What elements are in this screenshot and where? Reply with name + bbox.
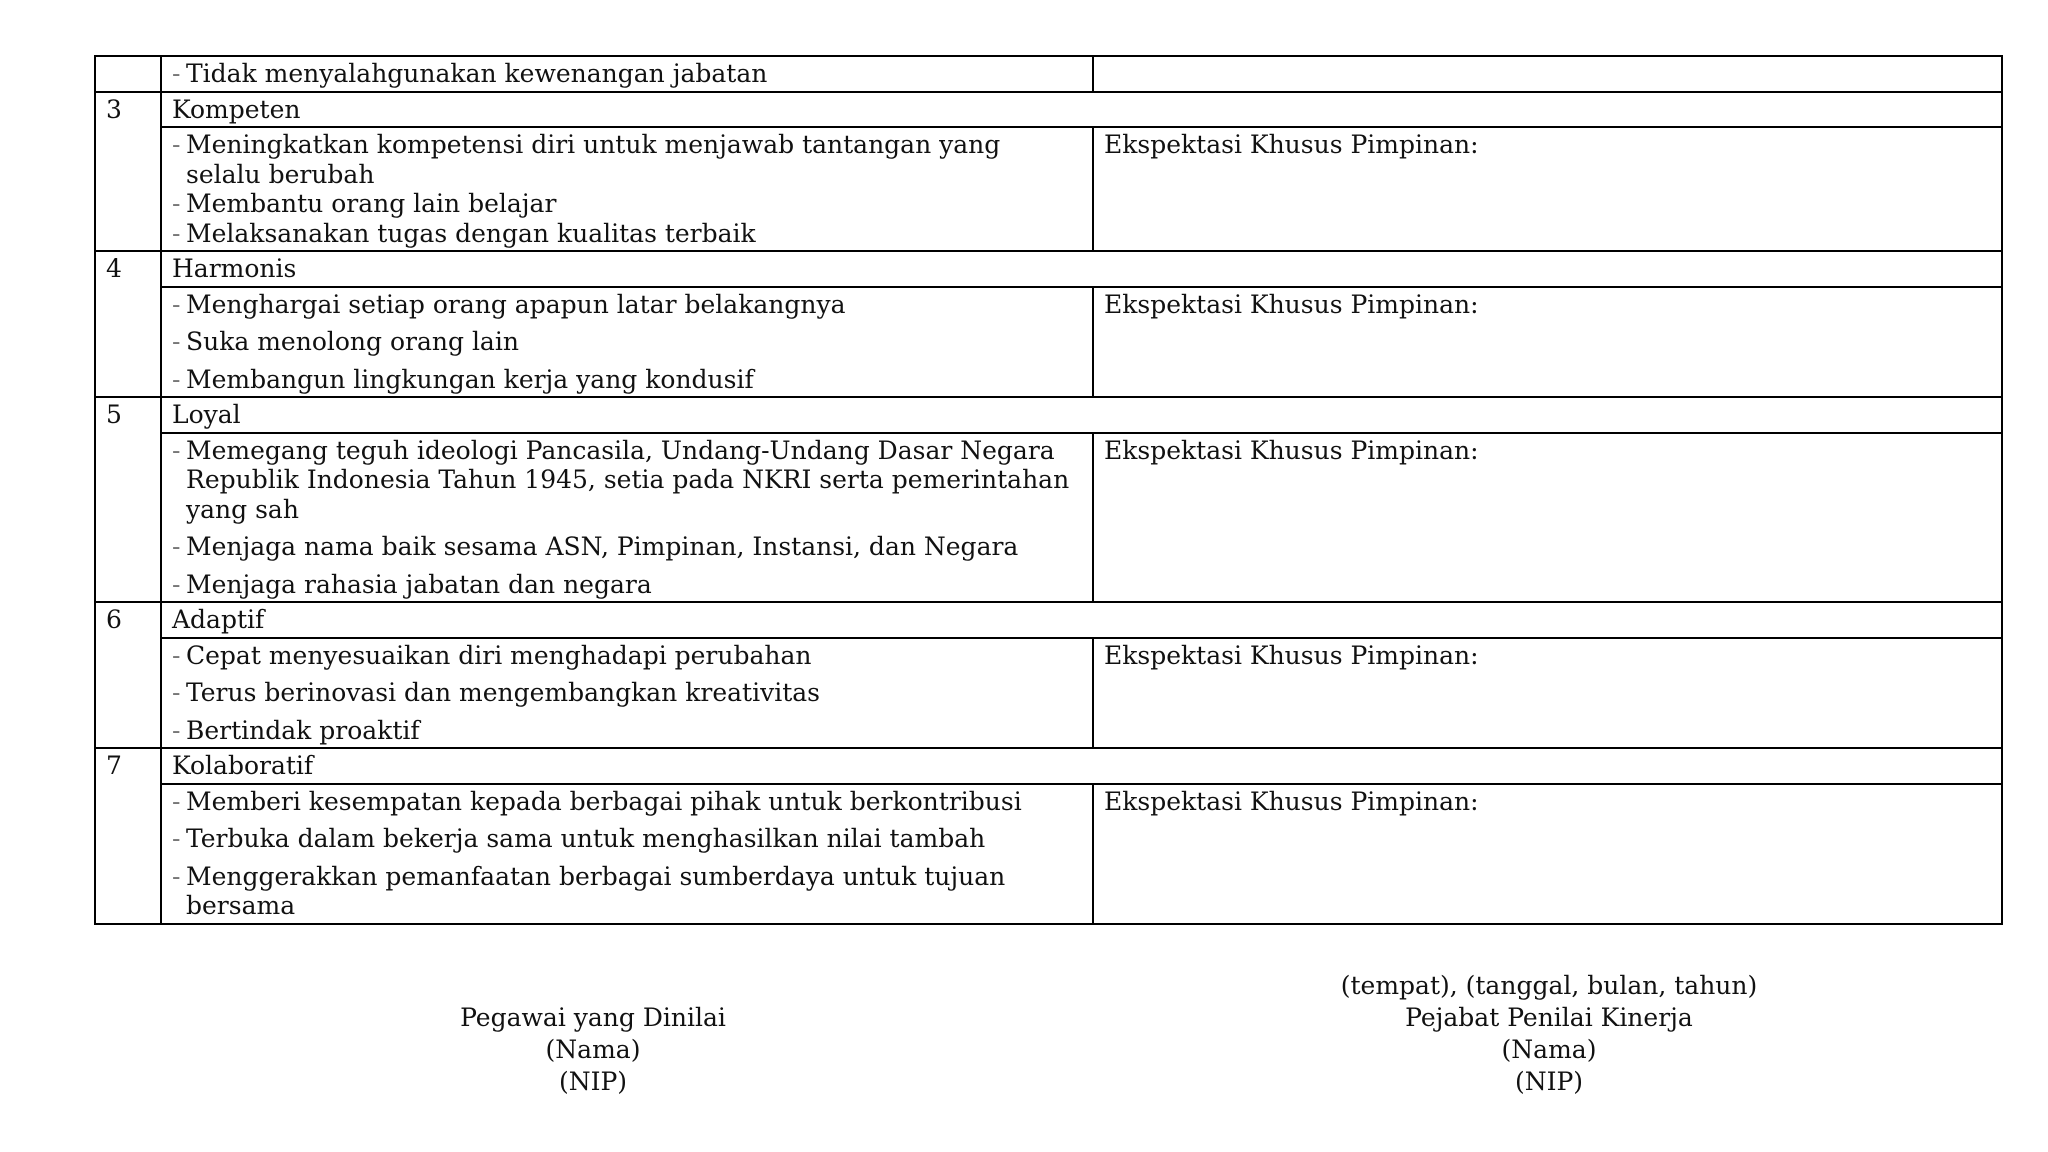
table-row: [95, 638, 2002, 749]
behavior-cell: [161, 433, 1093, 603]
row-number: 3: [95, 92, 161, 252]
list-item: [172, 787, 1082, 817]
behavior-text: Cepat menyesuaikan diri menghadapi perubahan: [186, 640, 812, 670]
behavior-list: [172, 130, 1082, 248]
behavior-text: Meningkatkan kompetensi diri untuk menjawab tantangan yang selalu berubah: [186, 130, 1001, 189]
category-title: Loyal: [161, 397, 2002, 433]
row-number: [95, 56, 161, 92]
behavior-cell: [161, 784, 1093, 924]
employee-signature-block: [393, 1002, 793, 1098]
behavior-list: [172, 59, 1082, 89]
signer-role: Pejabat Penilai Kinerja: [1405, 1003, 1693, 1032]
behavior-text: Memberi kesempatan kepada berbagai pihak untuk berkontribusi: [186, 786, 1022, 816]
dash-bullet-icon: -: [172, 189, 181, 218]
dash-bullet-icon: -: [172, 861, 181, 891]
list-item: [172, 641, 1082, 671]
list-item: [172, 862, 1082, 921]
signer-nip: (NIP): [1514, 1067, 1584, 1096]
behavior-text: Terbuka dalam bekerja sama untuk menghasilkan nilai tambah: [186, 824, 986, 853]
table-row: [95, 433, 2002, 603]
behavior-list: [172, 290, 1082, 395]
signer-nip: (NIP): [558, 1067, 628, 1096]
behavior-text: Bertindak proaktif: [186, 715, 420, 745]
list-item: [172, 189, 1082, 219]
list-item: [172, 532, 1082, 562]
dash-bullet-icon: -: [172, 678, 181, 707]
dash-bullet-icon: -: [172, 715, 181, 745]
signer-name: (Nama): [545, 1035, 641, 1064]
list-item: [172, 436, 1082, 525]
category-row: [95, 748, 2002, 784]
expectation-cell: Ekspektasi Khusus Pimpinan:: [1093, 287, 2002, 398]
table-row: [95, 784, 2002, 924]
category-row: [95, 92, 2002, 128]
dash-bullet-icon: -: [172, 218, 181, 248]
assessor-signature-block: [1299, 970, 1799, 1098]
list-item: [172, 130, 1082, 189]
list-item: [172, 219, 1082, 249]
behavior-text: Menjaga nama baik sesama ASN, Pimpinan, Instansi, dan Negara: [186, 532, 1019, 561]
expectation-cell: Ekspektasi Khusus Pimpinan:: [1093, 638, 2002, 749]
behavior-list: [172, 641, 1082, 746]
signer-role: Pegawai yang Dinilai: [460, 1003, 726, 1032]
dash-bullet-icon: -: [172, 786, 181, 816]
dash-bullet-icon: -: [172, 59, 181, 88]
expectation-cell: Ekspektasi Khusus Pimpinan:: [1093, 784, 2002, 924]
category-title: Adaptif: [161, 602, 2002, 638]
category-title: Kolaboratif: [161, 748, 2002, 784]
expectation-cell: Ekspektasi Khusus Pimpinan:: [1093, 127, 2002, 251]
signer-name: (Nama): [1501, 1035, 1597, 1064]
row-number: 6: [95, 602, 161, 748]
dash-bullet-icon: -: [172, 532, 181, 561]
list-item: [172, 59, 1082, 89]
list-item: [172, 716, 1082, 746]
list-item: [172, 327, 1082, 357]
list-item: [172, 290, 1082, 320]
behavior-cell: [161, 127, 1093, 251]
dash-bullet-icon: -: [172, 824, 181, 853]
behavior-text: Menggerakkan pemanfaatan berbagai sumberdaya untuk tujuan bersama: [186, 861, 1006, 920]
dash-bullet-icon: -: [172, 289, 181, 319]
table-row: [95, 287, 2002, 398]
list-item: [172, 365, 1082, 395]
behavior-cell: [161, 638, 1093, 749]
behavior-text: Membangun lingkungan kerja yang kondusif: [186, 364, 754, 394]
dash-bullet-icon: -: [172, 640, 181, 670]
row-number: 7: [95, 748, 161, 924]
category-row: [95, 602, 2002, 638]
category-row: [95, 251, 2002, 287]
behavior-text: Tidak menyalahgunakan kewenangan jabatan: [186, 59, 768, 88]
category-title: Harmonis: [161, 251, 2002, 287]
behavior-text: Menghargai setiap orang apapun latar belakangnya: [186, 289, 846, 319]
dash-bullet-icon: -: [172, 364, 181, 394]
behavior-text: Melaksanakan tugas dengan kualitas terbaik: [186, 218, 756, 248]
table-row: [95, 127, 2002, 251]
category-title: Kompeten: [161, 92, 2002, 128]
behavior-text: Menjaga rahasia jabatan dan negara: [186, 569, 652, 599]
row-number: 4: [95, 251, 161, 397]
row-number: 5: [95, 397, 161, 602]
expectation-cell: [1093, 56, 2002, 92]
expectation-cell: Ekspektasi Khusus Pimpinan:: [1093, 433, 2002, 603]
dash-bullet-icon: -: [172, 327, 181, 356]
behavior-expectation-table: [94, 55, 2003, 925]
list-item: [172, 570, 1082, 600]
behavior-list: [172, 436, 1082, 600]
category-row: [95, 397, 2002, 433]
behavior-cell: [161, 56, 1093, 92]
place-date: (tempat), (tanggal, bulan, tahun): [1340, 971, 1758, 1000]
behavior-list: [172, 787, 1082, 921]
list-item: [172, 824, 1082, 854]
table-row: [95, 56, 2002, 92]
dash-bullet-icon: -: [172, 435, 181, 465]
behavior-text: Terus berinovasi dan mengembangkan kreativitas: [186, 678, 820, 707]
dash-bullet-icon: -: [172, 130, 181, 159]
list-item: [172, 678, 1082, 708]
dash-bullet-icon: -: [172, 569, 181, 599]
behavior-cell: [161, 287, 1093, 398]
behavior-text: Memegang teguh ideologi Pancasila, Undang-Undang Dasar Negara Republik Indonesia Tahun 1945, setia pada NKRI serta pemerintahan yang sah: [186, 435, 1070, 524]
behavior-text: Membantu orang lain belajar: [186, 189, 557, 218]
behavior-text: Suka menolong orang lain: [186, 327, 519, 356]
